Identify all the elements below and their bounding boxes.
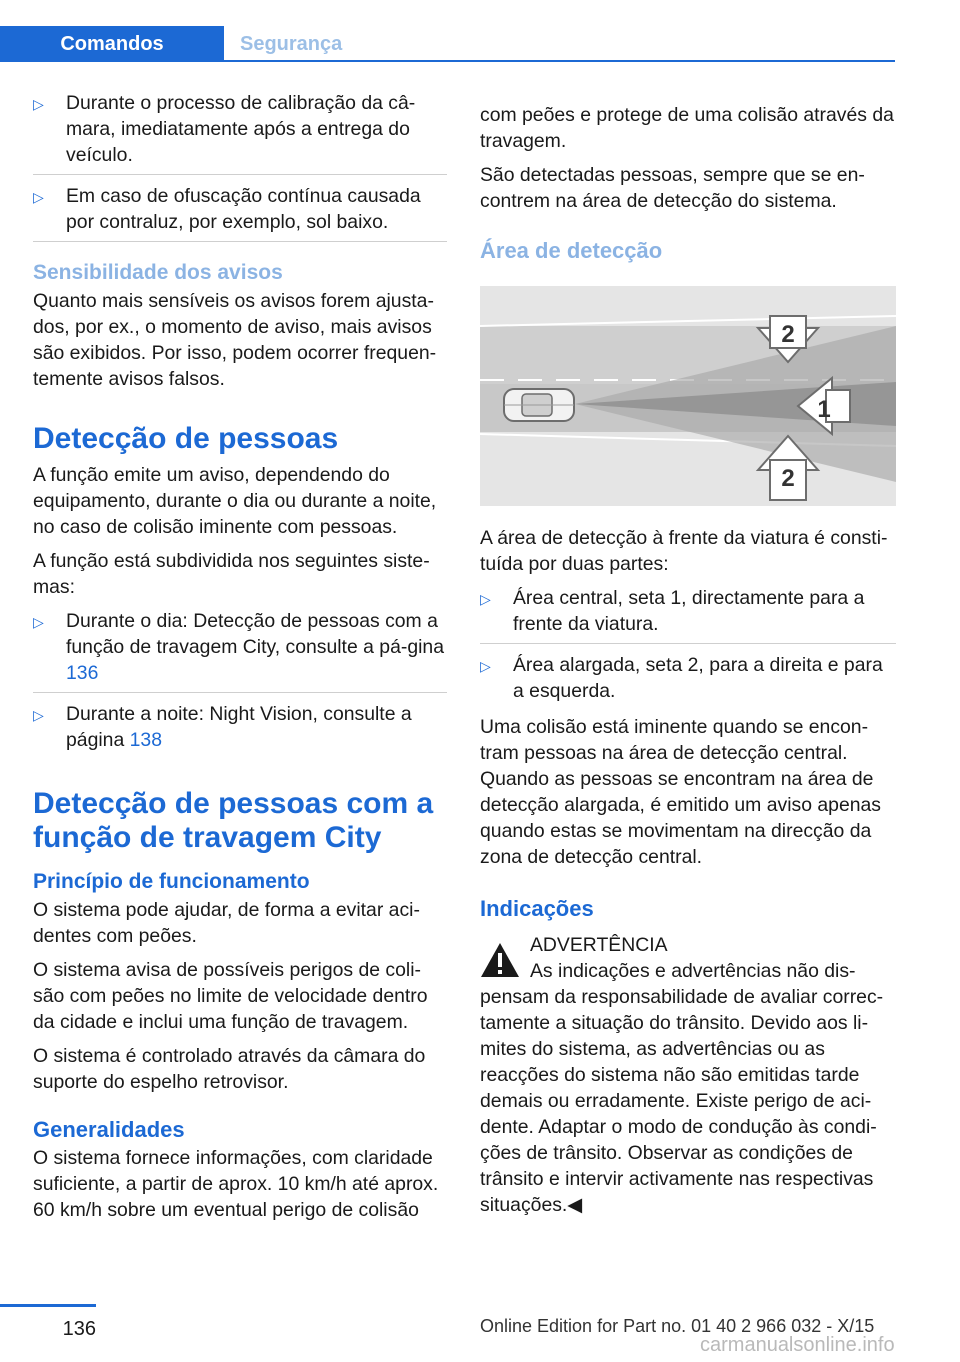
chapter-tabs [0, 26, 895, 62]
triangle-bullet-icon: ▷ [33, 707, 44, 723]
triangle-bullet-icon: ▷ [33, 189, 44, 205]
car-icon [504, 389, 574, 421]
heading-indicacoes: Indicações [480, 896, 594, 921]
calibration-bullet-list [33, 90, 447, 242]
warning-text: As indicações e advertências não dis-pensam da responsabilidade de avaliar correc-tamente a situação do trânsito. Devido aos li-mites do sistema, as advertências ou as reacções do sistema não são emitidas tarde demais ou erradamente. Existe perigo de aci-dente. Adaptar o modo de condução às condi-ções de trânsito. Observar as condições de trânsito e intervir activamente nas respectivas situações.◀ [480, 960, 884, 1216]
right-column [480, 102, 896, 1218]
paragraph: com peões e protege de uma colisão através da travagem. [480, 104, 894, 152]
warning-triangle-icon [480, 942, 520, 978]
page-link-136[interactable]: 136 [66, 662, 99, 684]
detection-area-list [480, 585, 896, 710]
heading-generalidades: Generalidades [33, 1117, 185, 1142]
list-item: ▷ Área alargada, seta 2, para a direita e para a esquerda. [480, 654, 883, 702]
paragraph: O sistema é controlado através da câmara do suporte do espelho retrovisor. [33, 1045, 426, 1093]
left-column [33, 90, 447, 1231]
paragraph: Quanto mais sensíveis os avisos forem ajusta-dos, por ex., o momento de aviso, mais avisos são exibidos. Por isso, podem ocorrer frequen-temente avisos falsos. [33, 290, 437, 390]
list-item: ▷ Durante o processo de calibração da câ-mara, imediatamente após a entrega do veículo. [33, 90, 447, 175]
detection-area-diagram [480, 286, 896, 506]
warning-box [480, 932, 896, 1218]
watermark: carmanualsonline.info [700, 1334, 895, 1356]
heading-principio: Princípio de funcionamento [33, 870, 310, 893]
tab-seguranca[interactable]: Segurança [240, 32, 343, 55]
paragraph: A área de detecção à frente da viatura é consti-tuída por duas partes: [480, 527, 888, 575]
list-item: ▷ Durante o dia: Detecção de pessoas com a função de travagem City, consulte a pá-gina 136 [33, 608, 447, 693]
list-item: ▷ Área central, seta 1, directamente para a frente da viatura. [480, 585, 896, 644]
paragraph: O sistema pode ajudar, de forma a evitar aci-dentes com peões. [33, 899, 420, 947]
paragraph: Uma colisão está iminente quando se encon-tram pessoas na área de detecção central. Quando as pessoas se encontram na área de detecção alargada, é emitido um aviso apenas quando estas se movimentam na direcção da zona de detecção central. [480, 716, 881, 868]
paragraph: A função está subdividida nos seguintes siste-mas: [33, 550, 430, 598]
edition-footer: Online Edition for Part no. 01 40 2 966 032 - X/15 [480, 1316, 875, 1336]
svg-text:2: 2 [781, 465, 795, 492]
triangle-bullet-icon: ▷ [33, 96, 44, 112]
svg-text:2: 2 [781, 321, 795, 348]
tab-comandos[interactable]: Comandos [0, 26, 224, 62]
detection-systems-list [33, 608, 447, 759]
heading-deteccao-pessoas: Detecção de pessoas [33, 422, 339, 455]
tab-underline [0, 60, 895, 62]
paragraph: O sistema fornece informações, com claridade suficiente, a partir de aprox. 10 km/h até aprox. 60 km/h sobre um eventual perigo de colisão [33, 1147, 439, 1221]
warning-title: ADVERTÊNCIA [530, 934, 668, 956]
paragraph: São detectadas pessoas, sempre que se en-contrem na área de detecção do sistema. [480, 164, 865, 212]
svg-text:1: 1 [817, 396, 831, 423]
list-item: ▷ Durante a noite: Night Vision, consulte a página 138 [33, 703, 412, 751]
triangle-bullet-icon: ▷ [480, 591, 491, 607]
heading-area-deteccao: Área de detecção [480, 238, 663, 263]
page-link-138[interactable]: 138 [129, 729, 162, 751]
triangle-bullet-icon: ▷ [480, 658, 491, 674]
heading-sensibilidade: Sensibilidade dos avisos [33, 261, 283, 284]
page-number: 136 [62, 1318, 96, 1340]
triangle-bullet-icon: ▷ [33, 614, 44, 630]
paragraph: A função emite um aviso, dependendo do equipamento, durante o dia ou durante a noite, no caso de colisão iminente com pessoas. [33, 464, 437, 538]
list-item: ▷ Em caso de ofuscação contínua causada por contraluz, por exemplo, sol baixo. [33, 183, 447, 242]
paragraph: O sistema avisa de possíveis perigos de coli-são com peões no limite de velocidade dentro da cidade e inclui uma função de travagem. [33, 959, 428, 1033]
page-number-rule [0, 1304, 96, 1307]
heading-travagem-city: Detecção de pessoas com a função de travagem City [33, 787, 434, 854]
